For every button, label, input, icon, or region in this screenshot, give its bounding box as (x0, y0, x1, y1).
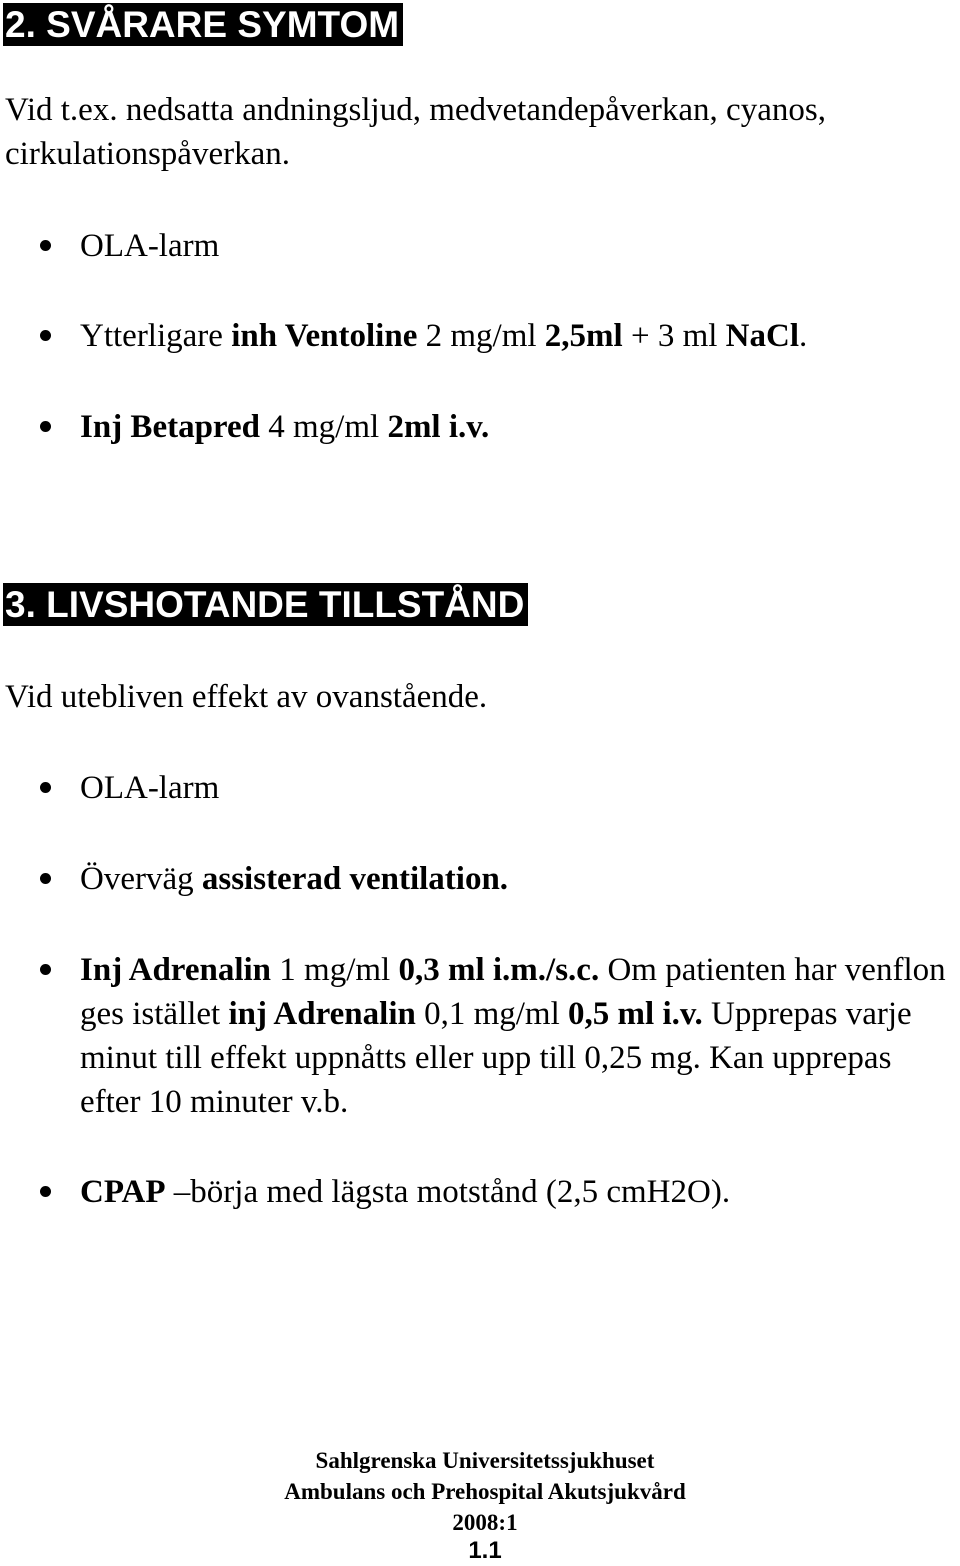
bullet-icon (40, 964, 51, 975)
dose: 0,5 ml i.v. (568, 996, 703, 1032)
bullet-text: 2 mg/ml (417, 318, 545, 354)
bullet-text: –börja med lägsta motstånd (2,5 cmH2O). (165, 1174, 731, 1210)
bullet-icon (40, 240, 51, 251)
drug-name: Inj Betapred (80, 409, 260, 445)
page-number: 1.1 (468, 1537, 502, 1564)
bullet-text: 0,1 mg/ml (415, 996, 569, 1032)
list-item (80, 948, 960, 1124)
drug-name: inh Ventoline (231, 318, 418, 354)
bullet-text-bold: assisterad ventilation. (201, 861, 509, 897)
footer-organization: Sahlgrenska Universitetssjukhuset (315, 1448, 655, 1473)
list-item (80, 766, 960, 810)
bullet-text: Överväg (80, 861, 202, 897)
list-item (80, 857, 960, 901)
bullet-text: 1 mg/ml (271, 952, 399, 988)
bullet-icon (40, 421, 51, 432)
list-item (80, 405, 960, 449)
bullet-icon (40, 1186, 51, 1197)
drug-name: NaCl (725, 318, 800, 354)
bullet-text: Upprepas varje minut till effekt uppnåtts eller upp till 0,25 mg. Kan upprepas efter 10 minuter v.b. (80, 996, 912, 1120)
section-2-heading: 2. SVÅRARE SYMTOM (3, 3, 403, 46)
dose: 2ml i.v. (387, 409, 490, 445)
list-item (80, 1170, 960, 1214)
list-item (80, 224, 960, 268)
list-item (80, 314, 960, 358)
section-2-intro: Vid t.ex. nedsatta andningsljud, medvetandepåverkan, cyanos, cirkulationspåverkan. (5, 92, 826, 172)
bullet-icon (40, 873, 51, 884)
drug-name: inj Adrenalin (228, 996, 416, 1032)
bullet-text: Ytterligare (80, 318, 232, 354)
bullet-text: 4 mg/ml (260, 409, 388, 445)
footer-department: Ambulans och Prehospital Akutsjukvård (284, 1479, 686, 1504)
bullet-icon (40, 330, 51, 341)
bullet-text: OLA-larm (80, 228, 220, 264)
bullet-icon (40, 782, 51, 793)
section-3-heading: 3. LIVSHOTANDE TILLSTÅND (3, 583, 528, 626)
bullet-text: + 3 ml (622, 318, 726, 354)
bullet-text: . (799, 318, 808, 354)
dose: 0,3 ml i.m./s.c. (398, 952, 600, 988)
bullet-text: OLA-larm (80, 770, 220, 806)
dose: 2,5ml (544, 318, 623, 354)
drug-name: CPAP (80, 1174, 166, 1210)
section-3-intro: Vid utebliven effekt av ovanstående. (5, 679, 488, 715)
drug-name: Inj Adrenalin (80, 952, 272, 988)
footer-version: 2008:1 (452, 1510, 518, 1535)
bullet-text: Om patienten har venflon ges istället (80, 952, 946, 1032)
